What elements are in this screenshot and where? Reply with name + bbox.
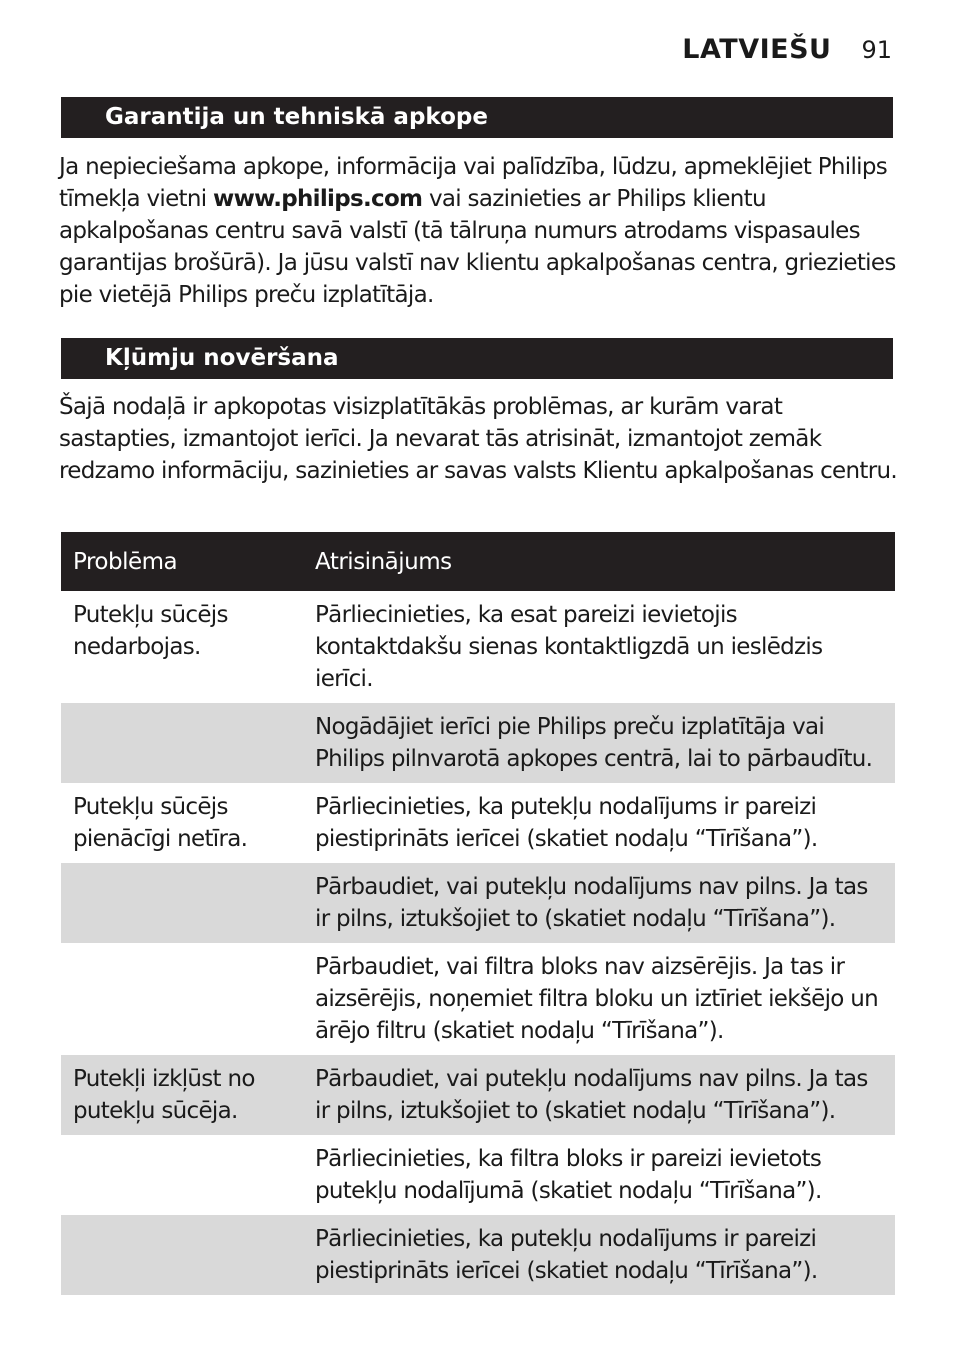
solution-cell: Pārliecinieties, ka filtra bloks ir pareizi ievietots putekļu nodalījumā (skatiet nodaļu “Tīrīšana”). [315, 1146, 822, 1204]
solution-cell: Pārbaudiet, vai filtra bloks nav aizsērējis. Ja tas ir aizsērējis, noņemiet filtra bloku un iztīriet iekšējo un ārējo filtru (skatiet nodaļu “Tīrīšana”). [315, 954, 879, 1044]
solution-cell: Pārbaudiet, vai putekļu nodalījums nav pilns. Ja tas ir pilns, iztukšojiet to (skatiet nodaļu “Tīrīšana”). [303, 863, 895, 943]
table-row [61, 863, 895, 943]
problem-cell: Putekļu sūcējs nedarbojas. [73, 602, 228, 660]
table-row [61, 1215, 895, 1295]
problem-cell [61, 943, 303, 1055]
table-row [61, 943, 895, 1055]
table-row [61, 1055, 895, 1135]
header-solution: Atrisinājums [303, 532, 895, 591]
language-label: LATVIEŠU [682, 34, 832, 65]
troubleshooting-table [61, 532, 895, 1295]
section-title-warranty: Garantija un tehniskā apkope [61, 97, 893, 138]
warranty-paragraph [59, 151, 899, 311]
troubleshooting-paragraph: Šajā nodaļā ir apkopotas visizplatītākās problēmas, ar kurām varat sastapties, izmantojot ierīci. Ja nevarat tās atrisināt, izmantojot zemāk redzamo informāciju, sazinieties ar savas valsts Klientu apkalpošanas centru. [59, 394, 897, 484]
philips-website-link[interactable]: www.philips.com [213, 186, 423, 212]
table-row [61, 703, 895, 783]
problem-cell [61, 1135, 303, 1215]
problem-cell: Putekļu sūcējs pienācīgi netīra. [73, 794, 248, 852]
table-header-row [61, 532, 895, 591]
table-row [61, 1135, 895, 1215]
problem-cell [61, 863, 303, 943]
warranty-text-start: Ja nepieciešama apkope, informācija vai palīdzība, lūdzu, apmeklējiet Philips tīmekļa vietni [59, 154, 888, 212]
page-number: 91 [861, 36, 892, 64]
header-problem: Problēma [61, 532, 303, 591]
table-row [61, 591, 895, 703]
warranty-text-end: vai sazinieties ar Philips klientu apkalpošanas centru savā valstī (tā tālruņa numurs atrodams vispasaules garantijas brošūrā). Ja jūsu valstī nav klientu apkalpošanas centra, griezieties pie vietējā Philips preču izplatītāja. [59, 186, 896, 308]
solution-cell: Pārliecinieties, ka putekļu nodalījums ir pareizi piestiprināts ierīcei (skatiet nodaļu “Tīrīšana”). [315, 794, 818, 852]
problem-cell: Putekļi izkļūst no putekļu sūcēja. [61, 1055, 303, 1135]
solution-cell: Nogādājiet ierīci pie Philips preču izplatītāja vai Philips pilnvarotā apkopes centrā, lai to pārbaudītu. [303, 703, 895, 783]
solution-cell: Pārbaudiet, vai putekļu nodalījums nav pilns. Ja tas ir pilns, iztukšojiet to (skatiet nodaļu “Tīrīšana”). [303, 1055, 895, 1135]
section-title-troubleshooting: Kļūmju novēršana [61, 338, 893, 379]
page-header [682, 34, 892, 65]
problem-cell [61, 1215, 303, 1295]
table-row [61, 783, 895, 863]
solution-cell: Pārliecinieties, ka esat pareizi ievietojis kontaktdakšu sienas kontaktligzdā un ieslēdzis ierīci. [315, 602, 823, 692]
solution-cell: Pārliecinieties, ka putekļu nodalījums ir pareizi piestiprināts ierīcei (skatiet nodaļu “Tīrīšana”). [303, 1215, 895, 1295]
problem-cell [61, 703, 303, 783]
